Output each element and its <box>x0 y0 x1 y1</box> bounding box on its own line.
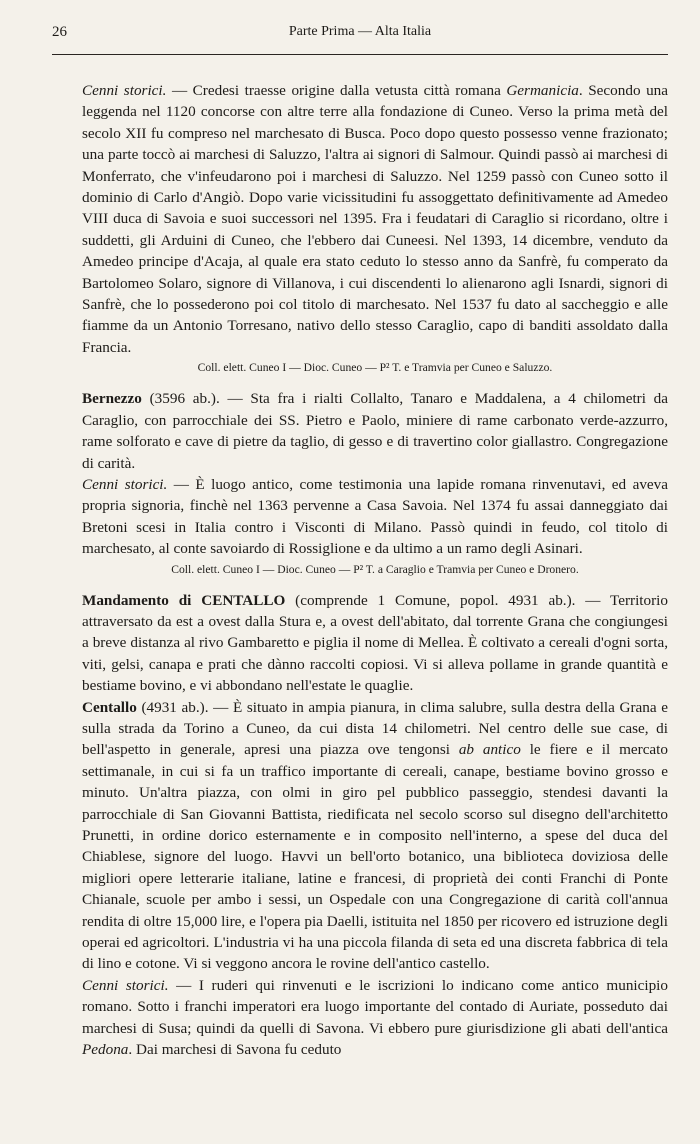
entry-title: Centallo <box>82 698 137 716</box>
place-name: Germanicia <box>506 82 579 99</box>
header-rule <box>52 54 668 55</box>
bernezzo-paragraph: Bernezzo (3596 ab.). — Sta fra i rialti Collalto, Tanaro e Maddalena, a 4 chilometri da Caraglio, con parrocchiale dei SS. Pietro e Paolo, miniere di rame carbonato verde-azzurro, rame solforato e cave di pietre da taglio, di gesso e di travertino color giallastro. Congregazione di carità. <box>82 390 668 472</box>
section-heading: Cenni storici. <box>82 475 168 493</box>
section-heading: Cenni storici. <box>82 82 167 99</box>
running-title: Parte Prima — Alta Italia <box>288 24 432 39</box>
mandamento-paragraph: Mandamento di CENTALLO (comprende 1 Comune, popol. 4931 ab.). — Territorio attraversato da est a ovest dalla Stura e, a ovest dell'abitato, dal torrente Grana che congiungesi a breve distanza al rivo Gambaretto e piglia il nome di Mellea. È coltivato a cereali d'ogni sorta, viti, gelsi, canapa e prati che dànno raccolti copiosi. Vi si alleva pollame in grande quantità e bestiame bovino, e vi abbondano nell'estate le quaglie. <box>82 591 668 695</box>
centallo-history-paragraph: Cenni storici. — I ruderi qui rinvenuti e le iscrizioni lo indicano come antico municipio romano. Sotto i franchi imperatori era luogo importante del contado di Auriate, posseduto dai marchesi di Susa; quindi da quelli di Savona. Vi ebbero pure giurisdizione gli abati dell'antica Pedona. Dai marchesi di Savona fu ceduto <box>82 976 668 1059</box>
page-number: 26 <box>52 24 67 40</box>
place-name: Pedona <box>82 1041 129 1059</box>
entry-title: Mandamento di CENTALLO <box>82 591 286 609</box>
body-text <box>82 80 668 1060</box>
page-header <box>52 24 668 46</box>
entry-title: Bernezzo <box>82 390 142 408</box>
bernezzo-history-paragraph: Cenni storici. — È luogo antico, come testimonia una lapide romana rinvenutavi, ed aveva propria signoria, finchè nel 1363 pervenne a Casa Savoia. Nel 1374 fu assai danneggiato dai Bretoni scesi in Italia contro i Visconti di Milano. Passò quindi in feudo, col titolo di marchesato, al conte savoiardo di Rossiglione e da ultimo a un ramo degli Asinari. <box>82 475 668 558</box>
latin-phrase: ab antico <box>458 741 521 759</box>
centallo-paragraph: Centallo (4931 ab.). — È situato in ampia pianura, in clima salubre, sulla destra della Grana e sulla strada da Torino a Cuneo, da cui dista 14 chilometri. Nel centro delle sue case, di bell'aspetto in generale, apresi una piazza ove tengonsi ab antico le fiere e il mercato settimanale, in cui si fa un traffico importante di cereali, canape, bestiame bovino grosso e minuto. Un'altra piazza, con olmi in giro pel pubblico passeggio, stendesi davanti la parrocchiale di San Giovanni Battista, riedificata nel secolo scorso sul disegno dell'architetto Prunetti, in ordine dorico esternamente e in composito nell'interno, a spese del duca del Chiablese, signore del luogo. Havvi un bell'orto botanico, una biblioteca doviziosa delle migliori opere letterarie italiane, latine e francesi, di proprietà dei conti Franchi di Ponte Chianale, scuole per ambo i sessi, un Ospedale con una Congregazione di carità coll'annua rendita di oltre 15,000 lire, e l'opera pia Daelli, istituita nel 1850 per ricovero ed istruzione degli operai ed agricoltori. L'industria vi ha una piccola filanda di seta ed una discreta fabbrica di tela di lino e cotone. Vi si veggono ancora le rovine dell'antico castello. <box>82 698 668 973</box>
caraglio-history-paragraph: Cenni storici. — Credesi traesse origine dalla vetusta città romana Germanicia. Secondo una leggenda nel 1120 concorse con altre terre alla fondazione di Cuneo. Verso la prima metà del secolo XII fu compreso nel marchesato di Busca. Poco dopo questo possesso venne frazionato; una parte toccò ai marchesi di Saluzzo, l'altra ai signori di Salmour. Quindi passò ai marchesi di Monferrato, che v'infeudarono poi i marchesi di Saluzzo. Nel 1259 passò con Cuneo sotto il dominio di Carlo d'Angiò. Dopo varie vicissitudini fu assoggettato definitivamente ad Amedeo VIII duca di Savoia e suoi successori nel 1395. Fra i feudatari di Caraglio si ricordano, oltre i suddetti, gli Arduini di Cuneo, che l'ebbero dai Cuneesi. Nel 1393, 14 dicembre, venduto da Amedeo principe d'Acaja, al quale era stato ceduto lo stesso anno da Sanfrè, fu comperato da Bartolomeo Solaro, signore di Villanova, i cui discendenti lo alienarono agli Isnardi, signori di Sanfrè, che lo possederono poi col titolo di marchesato. Nel 1537 fu dato al saccheggio e alle fiamme da un Antonio Torresano, nativo dello stesso Caraglio, capo di banditi assoldato dalla Francia. <box>82 82 668 356</box>
section-heading: Cenni storici. <box>82 976 169 994</box>
footnote-caraglio: Coll. elett. Cuneo I — Dioc. Cuneo — P² T. e Tramvia per Cuneo e Saluzzo. <box>197 361 553 375</box>
footnote-bernezzo: Coll. elett. Cuneo I — Dioc. Cuneo — P² T. a Caraglio e Tramvia per Cuneo e Dronero. <box>171 562 579 576</box>
